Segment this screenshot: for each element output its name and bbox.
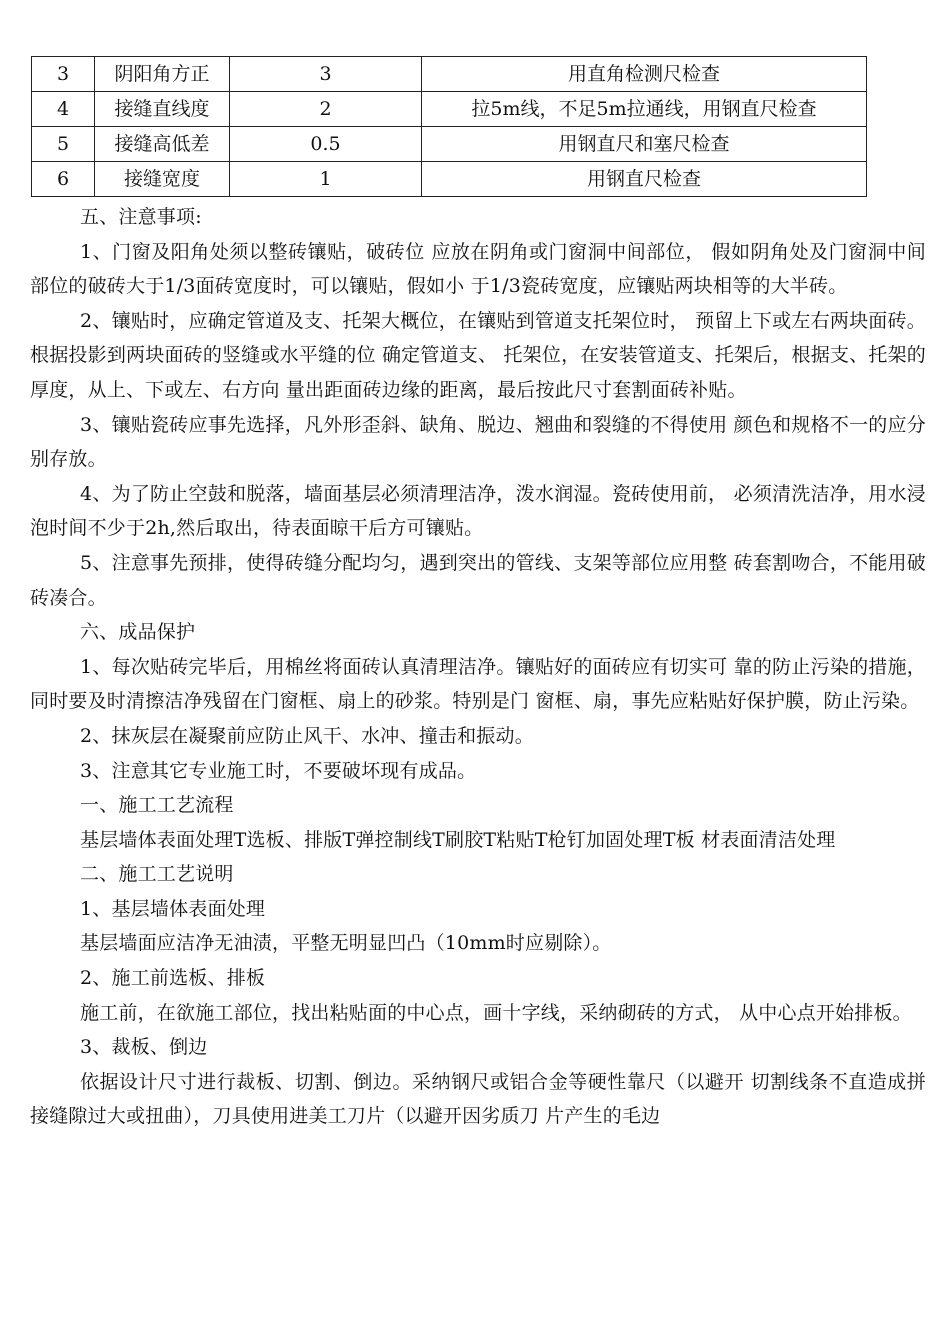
table-row — [32, 127, 867, 162]
table-cell-method: 拉5m线，不足5m拉通线，用钢直尺检查 — [422, 92, 867, 127]
table-cell-value: 2 — [230, 92, 422, 127]
paragraph: 1、每次贴砖完毕后，用棉丝将面砖认真清理洁净。镶贴好的面砖应有切实可 靠的防止污染的措施，同时要及时清擦洁净残留在门窗框、扇上的砂浆。特别是门 窗框、扇，事先应粘贴好保护膜，防止污染。 — [30, 655, 926, 713]
document-body — [30, 200, 926, 1134]
paragraph: 4、为了防止空鼓和脱落，墙面基层必须清理洁净，泼水润湿。瓷砖使用前， 必须清洗洁净，用水浸泡时间不少于2h,然后取出，待表面晾干后方可镶贴。 — [30, 482, 926, 540]
table-cell-no: 6 — [32, 162, 95, 197]
paragraph: 基层墙面应洁净无油渍，平整无明显凹凸（10mm时应剔除）。 — [80, 932, 612, 955]
table-row — [32, 162, 867, 197]
subsection-heading: 1、基层墙体表面处理 — [80, 897, 266, 920]
table-cell-item: 接缝宽度 — [95, 162, 230, 197]
table-cell-value: 0.5 — [230, 127, 422, 162]
table-cell-no: 3 — [32, 57, 95, 92]
paragraph: 5、注意事先预排，使得砖缝分配均匀，遇到突出的管线、支架等部位应用整 砖套割吻合，不能用破砖凑合。 — [30, 551, 926, 609]
table-cell-method: 用钢直尺和塞尺检查 — [422, 127, 867, 162]
section-heading: 一、施工工艺流程 — [80, 794, 234, 817]
paragraph: 2、抹灰层在凝聚前应防止风干、水冲、撞击和振动。 — [80, 724, 534, 747]
table-cell-no: 5 — [32, 127, 95, 162]
table-row — [32, 57, 867, 92]
paragraph: 2、镶贴时，应确定管道及支、托架大概位，在镶贴到管道支托架位时， 预留上下或左右两块面砖。根据投影到两块面砖的竖缝或水平缝的位 确定管道支、 托架位，在安装管道支、托架后，根据支、托架的厚度，从上、下或左、右方向 量出距面砖边缘的距离，最后按此尺寸套割面砖补贴。 — [30, 309, 926, 401]
paragraph: 依据设计尺寸进行裁板、切割、倒边。采纳钢尺或铝合金等硬性靠尺（以避开 切割线条不直造成拼接缝隙过大或扭曲），刀具使用进美工刀片（以避开因劣质刀 片产生的毛边 — [30, 1070, 926, 1128]
table-cell-no: 4 — [32, 92, 95, 127]
paragraph: 基层墙体表面处理T选板、排版T弹控制线T刷胶T粘贴T枪钉加固处理T板 材表面清洁处理 — [80, 828, 836, 851]
section-heading: 二、施工工艺说明 — [80, 863, 234, 886]
table-cell-item: 阴阳角方正 — [95, 57, 230, 92]
paragraph: 3、注意其它专业施工时，不要破坏现有成品。 — [80, 759, 477, 782]
inspection-table — [31, 56, 867, 197]
table-cell-method: 用直角检测尺检查 — [422, 57, 867, 92]
section-heading: 五、注意事项: — [80, 206, 202, 228]
paragraph: 施工前，在欲施工部位，找出粘贴面的中心点，画十字线，采纳砌砖的方式， 从中心点开始排板。 — [80, 1001, 912, 1024]
table-cell-value: 1 — [230, 162, 422, 197]
table-row — [32, 92, 867, 127]
paragraph: 3、镶贴瓷砖应事先选择，凡外形歪斜、缺角、脱边、翘曲和裂缝的不得使用 颜色和规格不一的应分别存放。 — [30, 413, 926, 471]
paragraph: 1、门窗及阳角处须以整砖镶贴，破砖位 应放在阴角或门窗洞中间部位， 假如阴角处及门窗洞中间部位的破砖大于1/3面砖宽度时，可以镶贴，假如小 于1/3瓷砖宽度，应镶贴两块相等的大半砖。 — [30, 240, 926, 298]
subsection-heading: 3、裁板、倒边 — [80, 1036, 208, 1059]
section-heading: 六、成品保护 — [80, 621, 196, 644]
subsection-heading: 2、施工前选板、排板 — [80, 967, 266, 990]
table-cell-item: 接缝直线度 — [95, 92, 230, 127]
table-cell-method: 用钢直尺检查 — [422, 162, 867, 197]
table-cell-item: 接缝高低差 — [95, 127, 230, 162]
table-cell-value: 3 — [230, 57, 422, 92]
